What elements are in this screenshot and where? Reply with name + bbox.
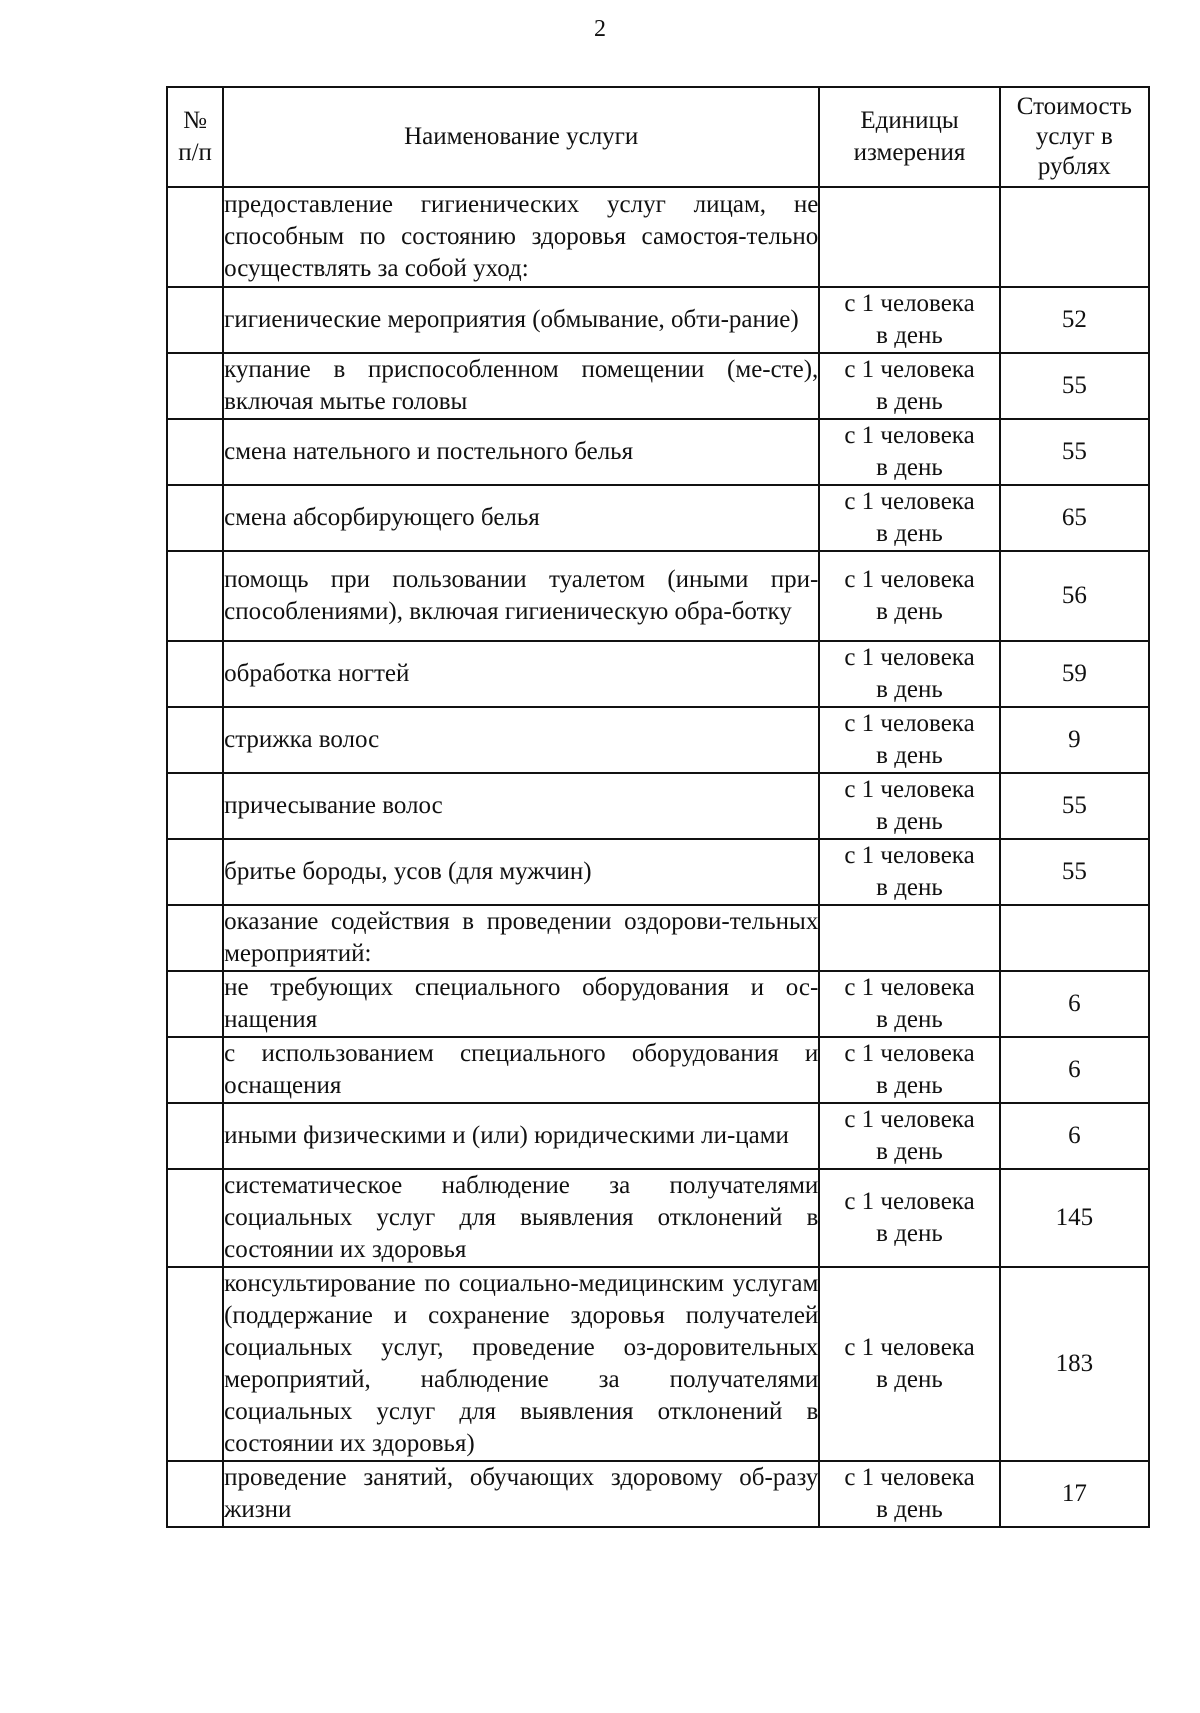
cost-cell: 55 <box>1000 773 1149 839</box>
cost-cell: 55 <box>1000 353 1149 419</box>
table-row <box>167 287 1149 353</box>
cost-cell <box>1000 187 1149 287</box>
unit-line-2: в день <box>876 454 943 481</box>
unit-line-1: с 1 человека <box>844 1188 975 1215</box>
unit-line-1: с 1 человека <box>844 842 975 869</box>
row-number-cell <box>167 641 223 707</box>
service-name-cell: систематическое наблюдение за получателями социальных услуг для выявления отклонений в состоянии их здоровья <box>223 1169 819 1267</box>
unit-line-2: в день <box>876 1220 943 1247</box>
cost-cell: 6 <box>1000 1103 1149 1169</box>
unit-cell <box>819 485 999 551</box>
service-name-cell: иными физическими и (или) юридическими ли-цами <box>223 1103 819 1169</box>
unit-line-2: в день <box>876 808 943 835</box>
table-row <box>167 419 1149 485</box>
header-num: № п/п <box>167 87 223 187</box>
table-row <box>167 707 1149 773</box>
row-number-cell <box>167 905 223 971</box>
unit-cell <box>819 839 999 905</box>
row-number-cell <box>167 773 223 839</box>
unit-line-2: в день <box>876 676 943 703</box>
row-number-cell <box>167 287 223 353</box>
header-unit: Единицы измерения <box>819 87 999 187</box>
table-row <box>167 1037 1149 1103</box>
row-number-cell <box>167 839 223 905</box>
unit-line-2: в день <box>876 1072 943 1099</box>
unit-line-1: с 1 человека <box>844 566 975 593</box>
unit-cell <box>819 971 999 1037</box>
table-row <box>167 1267 1149 1461</box>
header-row <box>167 87 1149 187</box>
service-name-cell: смена нательного и постельного белья <box>223 419 819 485</box>
service-name-cell: консультирование по социально-медицинским услугам (поддержание и сохранение здоровья получателей социальных услуг, проведение оз-доровительных мероприятий, наблюдение за получателями социальных услуг для выявления отклонений в состоянии их здоровья) <box>223 1267 819 1461</box>
cost-cell: 59 <box>1000 641 1149 707</box>
service-name-cell: предоставление гигиенических услуг лицам, не способным по состоянию здоровья самостоя-тельно осуществлять за собой уход: <box>223 187 819 287</box>
row-number-cell <box>167 971 223 1037</box>
service-name-cell: причесывание волос <box>223 773 819 839</box>
unit-line-2: в день <box>876 874 943 901</box>
service-name-cell: не требующих специального оборудования и ос-нащения <box>223 971 819 1037</box>
unit-line-1: с 1 человека <box>844 356 975 383</box>
unit-cell <box>819 707 999 773</box>
cost-cell: 9 <box>1000 707 1149 773</box>
unit-cell <box>819 551 999 641</box>
unit-line-2: в день <box>876 388 943 415</box>
row-number-cell <box>167 419 223 485</box>
row-number-cell <box>167 485 223 551</box>
row-number-cell <box>167 187 223 287</box>
service-name-cell: оказание содействия в проведении оздорови-тельных мероприятий: <box>223 905 819 971</box>
row-number-cell <box>167 1103 223 1169</box>
table-row <box>167 1461 1149 1527</box>
service-name-cell: проведение занятий, обучающих здоровому об-разу жизни <box>223 1461 819 1527</box>
table-row <box>167 485 1149 551</box>
services-table <box>166 86 1150 1528</box>
unit-line-1: с 1 человека <box>844 488 975 515</box>
row-number-cell <box>167 1267 223 1461</box>
unit-line-1: с 1 человека <box>844 1464 975 1491</box>
header-cost: Стоимость услуг в рублях <box>1000 87 1149 187</box>
table-row <box>167 641 1149 707</box>
service-name-cell: помощь при пользовании туалетом (иными при-способлениями), включая гигиеническую обра-ботку <box>223 551 819 641</box>
service-name-cell: бритье бороды, усов (для мужчин) <box>223 839 819 905</box>
unit-line-2: в день <box>876 520 943 547</box>
cost-cell: 183 <box>1000 1267 1149 1461</box>
unit-line-1: с 1 человека <box>844 290 975 317</box>
row-number-cell <box>167 551 223 641</box>
table-row <box>167 353 1149 419</box>
unit-line-1: с 1 человека <box>844 422 975 449</box>
row-number-cell <box>167 1169 223 1267</box>
unit-line-1: с 1 человека <box>844 1334 975 1361</box>
unit-cell <box>819 1461 999 1527</box>
unit-line-2: в день <box>876 598 943 625</box>
table-row <box>167 551 1149 641</box>
cost-cell: 55 <box>1000 419 1149 485</box>
table-row <box>167 1103 1149 1169</box>
table-row <box>167 971 1149 1037</box>
row-number-cell <box>167 353 223 419</box>
unit-line-1: с 1 человека <box>844 644 975 671</box>
cost-cell: 52 <box>1000 287 1149 353</box>
table-row <box>167 905 1149 971</box>
table-row <box>167 773 1149 839</box>
unit-cell <box>819 1103 999 1169</box>
cost-cell <box>1000 905 1149 971</box>
service-name-cell: смена абсорбирующего белья <box>223 485 819 551</box>
page-number: 2 <box>594 16 606 42</box>
unit-cell <box>819 353 999 419</box>
unit-cell <box>819 419 999 485</box>
service-name-cell: обработка ногтей <box>223 641 819 707</box>
service-name-cell: купание в приспособленном помещении (ме-сте), включая мытье головы <box>223 353 819 419</box>
cost-cell: 55 <box>1000 839 1149 905</box>
header-name: Наименование услуги <box>223 87 819 187</box>
row-number-cell <box>167 707 223 773</box>
cost-cell: 17 <box>1000 1461 1149 1527</box>
unit-cell <box>819 287 999 353</box>
unit-cell <box>819 905 999 971</box>
service-name-cell: с использованием специального оборудования и оснащения <box>223 1037 819 1103</box>
cost-cell: 145 <box>1000 1169 1149 1267</box>
table-body <box>167 187 1149 1527</box>
row-number-cell <box>167 1461 223 1527</box>
unit-line-2: в день <box>876 1496 943 1523</box>
unit-line-1: с 1 человека <box>844 710 975 737</box>
cost-cell: 56 <box>1000 551 1149 641</box>
unit-line-2: в день <box>876 322 943 349</box>
unit-cell <box>819 1169 999 1267</box>
unit-line-1: с 1 человека <box>844 776 975 803</box>
unit-cell <box>819 1267 999 1461</box>
unit-cell <box>819 773 999 839</box>
unit-line-1: с 1 человека <box>844 1106 975 1133</box>
table-row <box>167 839 1149 905</box>
unit-line-2: в день <box>876 1006 943 1033</box>
unit-cell <box>819 187 999 287</box>
unit-line-1: с 1 человека <box>844 1040 975 1067</box>
unit-line-2: в день <box>876 1138 943 1165</box>
table-row <box>167 187 1149 287</box>
unit-line-2: в день <box>876 742 943 769</box>
cost-cell: 6 <box>1000 971 1149 1037</box>
unit-cell <box>819 1037 999 1103</box>
unit-line-1: с 1 человека <box>844 974 975 1001</box>
unit-line-2: в день <box>876 1366 943 1393</box>
unit-cell <box>819 641 999 707</box>
cost-cell: 6 <box>1000 1037 1149 1103</box>
service-name-cell: гигиенические мероприятия (обмывание, обти-рание) <box>223 287 819 353</box>
cost-cell: 65 <box>1000 485 1149 551</box>
table-row <box>167 1169 1149 1267</box>
row-number-cell <box>167 1037 223 1103</box>
service-name-cell: стрижка волос <box>223 707 819 773</box>
